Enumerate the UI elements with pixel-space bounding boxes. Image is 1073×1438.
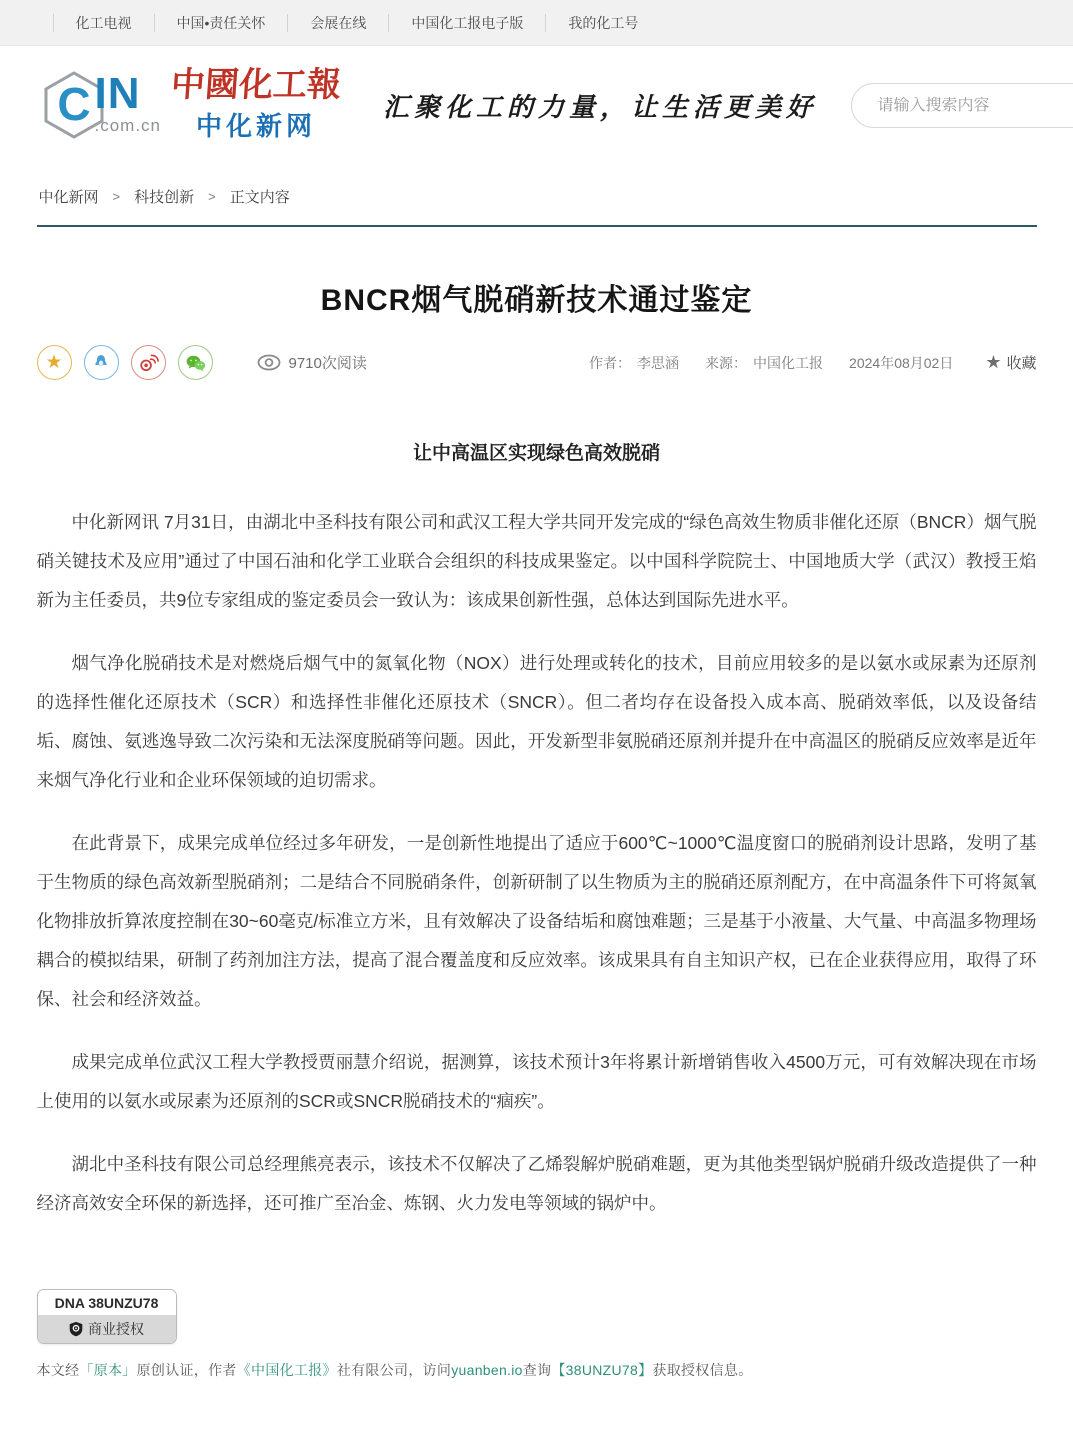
paragraph: 成果完成单位武汉工程大学教授贾丽慧介绍说，据测算，该技术预计3年将累计新增销售收入4500万元，可有效解决现在市场上使用的以氨水或尿素为还原剂的SCR或SNCR脱硝技术的“痼疾”。 [36,1052,1037,1111]
paragraph: 中化新网讯 7月31日，由湖北中圣科技有限公司和武汉工程大学共同开发完成的“绿色高效生物质非催化还原（BNCR）烟气脱硝关键技术及应用”通过了中国石油和化学工业联合会组织的科技成果鉴定。以中国科学院院士、中国地质大学（武汉）教授王焰新为主任委员，共9位专家组成的鉴定委员会一致认为：该成果创新性强，总体达到国际先进水平。 [36,512,1037,610]
wechat-share-icon[interactable] [178,345,213,380]
topnav-item-epaper[interactable]: 中国化工报电子版 [388,14,545,32]
paragraph: 烟气净化脱硝技术是对燃烧后烟气中的氮氧化物（NOX）进行处理或转化的技术，目前应用较多的是以氨水或尿素为还原剂的选择性催化还原技术（SCR）和选择性非催化还原技术（SNCR）。但二者均存在设备投入成本高、脱硝效率低，以及设备结垢、腐蚀、氨逃逸导致二次污染和无法深度脱硝等问题。因此，开发新型非氨脱硝还原剂并提升在中高温区的脱硝反应效率是近年来烟气净化行业和企业环保领域的迫切需求。 [36,653,1037,790]
view-count [257,352,367,373]
commercial-license-label: 商业授权 [88,1321,144,1337]
search-input[interactable] [878,97,1058,115]
paragraph: 湖北中圣科技有限公司总经理熊亮表示，该技术不仅解决了乙烯裂解炉脱硝难题，更为其他类型锅炉脱硝升级改造提供了一种经济高效安全环保的新选择，还可推广至冶金、炼钢、火力发电等领域的锅炉中。 [36,1154,1037,1213]
site-header [0,46,1073,164]
favorite-label: 收藏 [1006,355,1037,372]
topnav-item-chemical-tv[interactable]: 化工电视 [53,14,154,32]
eye-icon [257,354,281,371]
article-byline [589,352,1036,373]
breadcrumb-divider [37,225,1037,227]
topnav-item-exhibition-online[interactable]: 会展在线 [287,14,388,32]
svg-text:C: C [56,78,91,130]
article-subtitle: 让中高温区实现绿色高效脱硝 [412,443,660,464]
breadcrumb-current: 正文内容 [229,189,290,206]
topnav-item-my-account[interactable]: 我的化工号 [545,14,660,32]
dna-license-badge[interactable] [37,1289,177,1344]
source-name: 中国化工报 [753,354,824,371]
author-label: 作者： [589,354,632,371]
yuanben-brand: 「原本」 [79,1362,137,1378]
yuanben-link[interactable]: yuanben.io [451,1362,523,1378]
article-body [37,503,1037,1223]
favorite-button[interactable] [985,352,1036,373]
weibo-share-icon[interactable] [131,345,166,380]
qzone-share-icon[interactable]: ★ [37,345,72,380]
share-buttons [37,345,213,380]
logo-site-name: 中化新网 [196,110,317,141]
license-code-highlight: 【38UNZU78】 [551,1362,653,1378]
breadcrumb [37,178,1037,225]
topnav-item-responsible-care[interactable]: 中国•责任关怀 [154,14,288,32]
view-count-text: 9710次阅读 [288,355,367,372]
qq-share-icon[interactable] [84,345,119,380]
star-icon: ★ [985,352,1002,372]
logo-in-text: IN [94,69,141,118]
search-box[interactable] [851,83,1073,128]
top-navigation-bar [0,0,1073,46]
article-meta-row [37,345,1037,380]
breadcrumb-separator: > [208,189,216,204]
breadcrumb-home[interactable]: 中化新网 [38,189,99,206]
breadcrumb-separator: > [112,189,121,204]
dna-code: DNA 38UNZU78 [38,1290,176,1315]
shield-icon [69,1321,83,1337]
license-section [37,1289,1037,1380]
site-logo[interactable] [37,68,342,143]
author-name: 李思涵 [637,354,680,371]
source-label: 来源： [705,354,748,371]
publish-date: 2024年08月02日 [849,354,954,371]
paper-name-highlight: 《中国化工报》 [236,1362,337,1378]
breadcrumb-category[interactable]: 科技创新 [134,189,195,206]
article-title: BNCR烟气脱硝新技术通过鉴定 [320,284,753,317]
paragraph: 在此背景下，成果完成单位经过多年研发，一是创新性地提出了适应于600℃~1000℃温度窗口的脱硝剂设计思路，发明了基于生物质的绿色高效新型脱硝剂；二是结合不同脱硝条件，创新研制了以生物质为主的脱硝还原剂配方，在中高温条件下可将氮氧化物排放折算浓度控制在30~60毫克/标准立方米，且有效解决了设备结垢和腐蚀难题；三是基于小液量、大气量、中高温多物理场耦合的模拟结果，研制了药剂加注方法，提高了混合覆盖度和反应效率。该成果具有自主知识产权，已在企业获得应用，取得了环保、社会和经济效益。 [36,833,1037,1009]
brand-slogan: 汇聚化工的力量，让生活更美好 [383,92,818,123]
logo-paper-name: 中國化工報 [169,66,343,104]
copyright-note: 本文经「原本」原创认证，作者《中国化工报》社有限公司，访问yuanben.io查询【38UNZU78】获取授权信息。 [36,1362,753,1378]
logo-domain-text: .com.cn [94,116,162,135]
